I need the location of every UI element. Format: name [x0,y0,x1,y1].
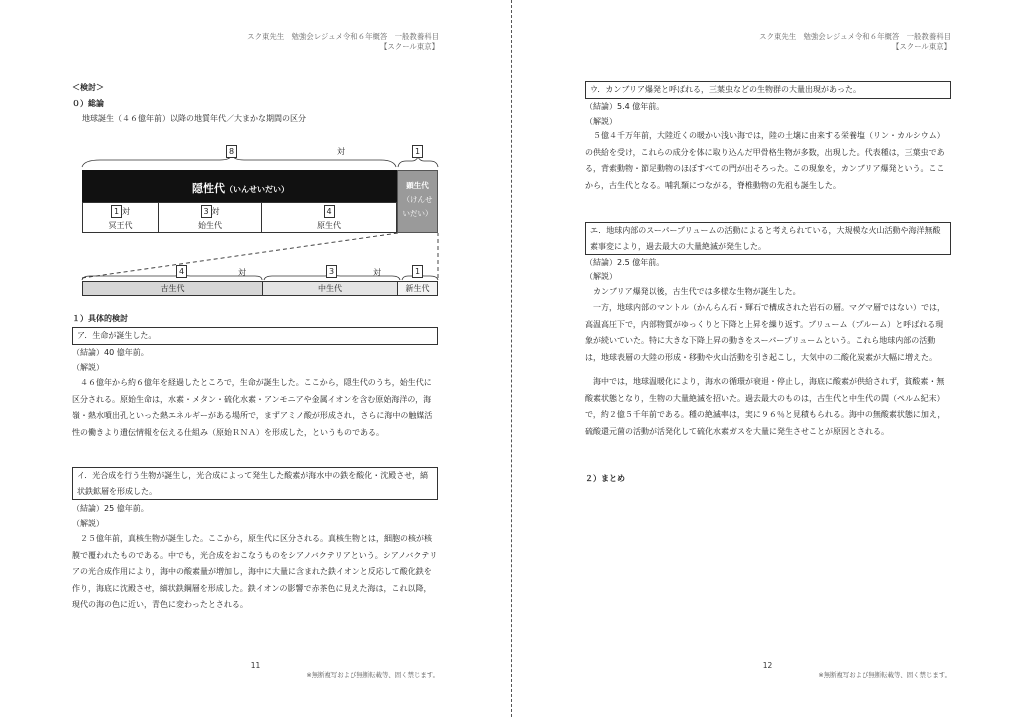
question-a-conclusion: （結論）40 億年前。 [72,348,149,357]
sub-era-shisei-name: 始生代 [198,221,222,230]
sub-era-shisei: 3 対 始生代 [158,202,262,233]
kensei-reading-1: （けんせ [402,195,433,204]
question-e-explanation-1: カンブリア爆発以後，古生代では多様な生物が誕生した。 [593,287,801,296]
ratio-bottom-sep1: 対 [238,268,246,277]
era-shinsei: 新生代 [397,281,438,296]
question-a-explanation: ４６億年から約６億年を経過したところで，生命が誕生した。ここから，隠生代のうち，始生代に区分される。原始生命は，水素・メタン・硫化水素・アンモニアや金属イオンを含む原始海洋の，海嶺・熱水噴出孔といった熱エネルギーがある場所で，まずアミノ酸が形成され，さらに海中の触媒活性の働きより遺伝情報を伝える仕組み（原始ＲＮＡ）を形成した，というものである。 [72,378,433,437]
overview-title: ０）総論 [72,99,104,108]
sub-era-gensei-name: 原生代 [317,221,341,230]
kensei-reading-2: いだい） [402,209,433,218]
ratio-top-a: 8 [226,145,237,158]
copyright-right: ※無断複写および無断転載等、固く禁じます。 [818,671,951,679]
page-right [512,0,1023,717]
question-i-conclusion: （結論）25 億年前。 [72,504,149,513]
ratio-bottom-b: 3 [326,265,337,278]
page-number-right: 12 [762,661,773,670]
sub-era-meio-num: 1 [111,205,122,218]
summary-title: ２）まとめ [585,474,625,483]
question-i-box: イ．光合成を行う生物が誕生し，光合成によって発生した酸素が海水中の鉄を酸化・沈殿させ，縞状鉄鉱層を形成した。 [72,467,438,500]
sub-era-gensei-num: 4 [324,205,335,218]
era-chusei: 中生代 [262,281,398,296]
question-e-box: エ．地球内部のスーパープリュームの活動によると考えられている，大規模な火山活動や海洋無酸素事変により，過去最大の大量絶滅が発生した。 [585,222,951,255]
kensei-block [397,170,438,233]
copyright-left: ※無断複写および無断転載等、固く禁じます。 [306,671,439,679]
ratio-bottom-sep2: 対 [373,268,381,277]
sub-era-shisei-num: 3 [201,205,212,218]
header-title-right: スク東先生 勉強会レジュメ令和６年概答 一般教養科目 [759,32,951,41]
question-u-explanation: ５億４千万年前，大陸近くの暖かい浅い海では，陸の土壌に由来する栄養塩（リン・カルシウム）の供給を受け，これらの成分を体に取り込んだ甲骨格生物が多数，出現した。代表種は，三葉虫である，背索動物・節足動物のほぼすべての門が出そろった。この現象を，カンブリア爆発という。ここから，古生代となる。哺乳類につながる，脊椎動物の先祖も誕生した。 [585,131,945,190]
ratio-bottom-a: 4 [176,265,187,278]
question-u-box: ウ．カンブリア爆発と呼ばれる，三葉虫などの生物群の大量出現があった。 [585,81,951,99]
inkansei-reading: （いんせいだい） [225,185,289,194]
inkansei-label: 隠性代 [192,182,225,195]
question-u-conclusion: （結論）5.4 億年前。 [585,102,665,111]
question-i-expl-label: （解説） [72,519,104,528]
ratio-top-sep: 対 [337,147,345,156]
header-title: スク東先生 勉強会レジュメ令和６年概答 一般教養科目 [247,32,439,41]
sub-era-gensei [261,202,397,233]
page-header-right [759,32,951,52]
specific-title: １）具体的検討 [72,314,128,323]
header-school-right: 【スクール東京】 [892,42,951,51]
inkansei-bar [82,170,397,202]
sub-era-meio: 1 対 冥王代 [82,202,159,233]
era-kosei: 古生代 [82,281,263,296]
ratio-top-b: 1 [412,145,423,158]
question-e-expl-label: （解説） [585,272,617,281]
kensei-label: 顕生代 [406,181,429,190]
question-a-box: ア．生命が誕生した。 [72,327,438,345]
question-i-explanation: ２５億年前，真核生物が誕生した。ここから，原生代に区分される。真核生物とは，細胞の核が核膜で覆われたものである。中でも，光合成をおこなうものをシアノバクテリアという。シアノバクテリアの光合成作用により，海中の酸素量が増加し，海中に大量に含まれた鉄イオンと反応して酸化鉄を作り，海底に沈殿させ，縞状鉄鋼層を形成した。鉄イオンの影響で赤茶色に見えた海は，これ以降，現代の海の色に近い，青色に変わったとされる。 [72,534,438,610]
overview-subtitle: 地球誕生（４６億年前）以降の地質年代／大まかな期間の区分 [82,114,306,123]
header-school: 【スクール東京】 [380,42,439,51]
sub-era-meio-name: 冥王代 [108,221,133,230]
page-left [0,0,511,717]
question-e-conclusion: （結論）2.5 億年前。 [585,258,665,267]
question-u-expl-label: （解説） [585,117,617,126]
ratio-bottom-c: 1 [412,265,423,278]
diagram-lines [0,0,511,320]
page-number-left: 11 [250,661,261,670]
question-a-expl-label: （解説） [72,363,104,372]
section-title: ＜検討＞ [72,83,104,92]
question-e-explanation-2: 一方，地球内部のマントル（かんらん石・輝石で構成された岩石の層。マグマ層ではない）では，高温高圧下で，内部物質がゆっくりと下降と上昇を繰り返す。プリューム（プルーム）と呼ばれる現象が続いていた。特に大きな下降上昇の動きをスーパープリュームという。これら地球内部の活動は，地球表層の大陸の形成・移動や火山活動を引き起こし，大気中の二酸化炭素が大幅に増えた。 [585,303,945,362]
question-e-explanation-3: 海中では，地球温暖化により，海水の循環が衰退・停止し，海底に酸素が供給されず，貧酸素・無酸素状態となり，生物の大量絶滅を招いた。過去最大のものは，古生代と中生代の間（ペルム紀末）で，約２億５千年前である。種の絶滅率は，実に９６％と見積もられる。海中の無酸素状態に加え，硫酸還元菌の活動が活発化して硫化水素ガスを大量に発生させことが原因とされる。 [585,377,946,436]
